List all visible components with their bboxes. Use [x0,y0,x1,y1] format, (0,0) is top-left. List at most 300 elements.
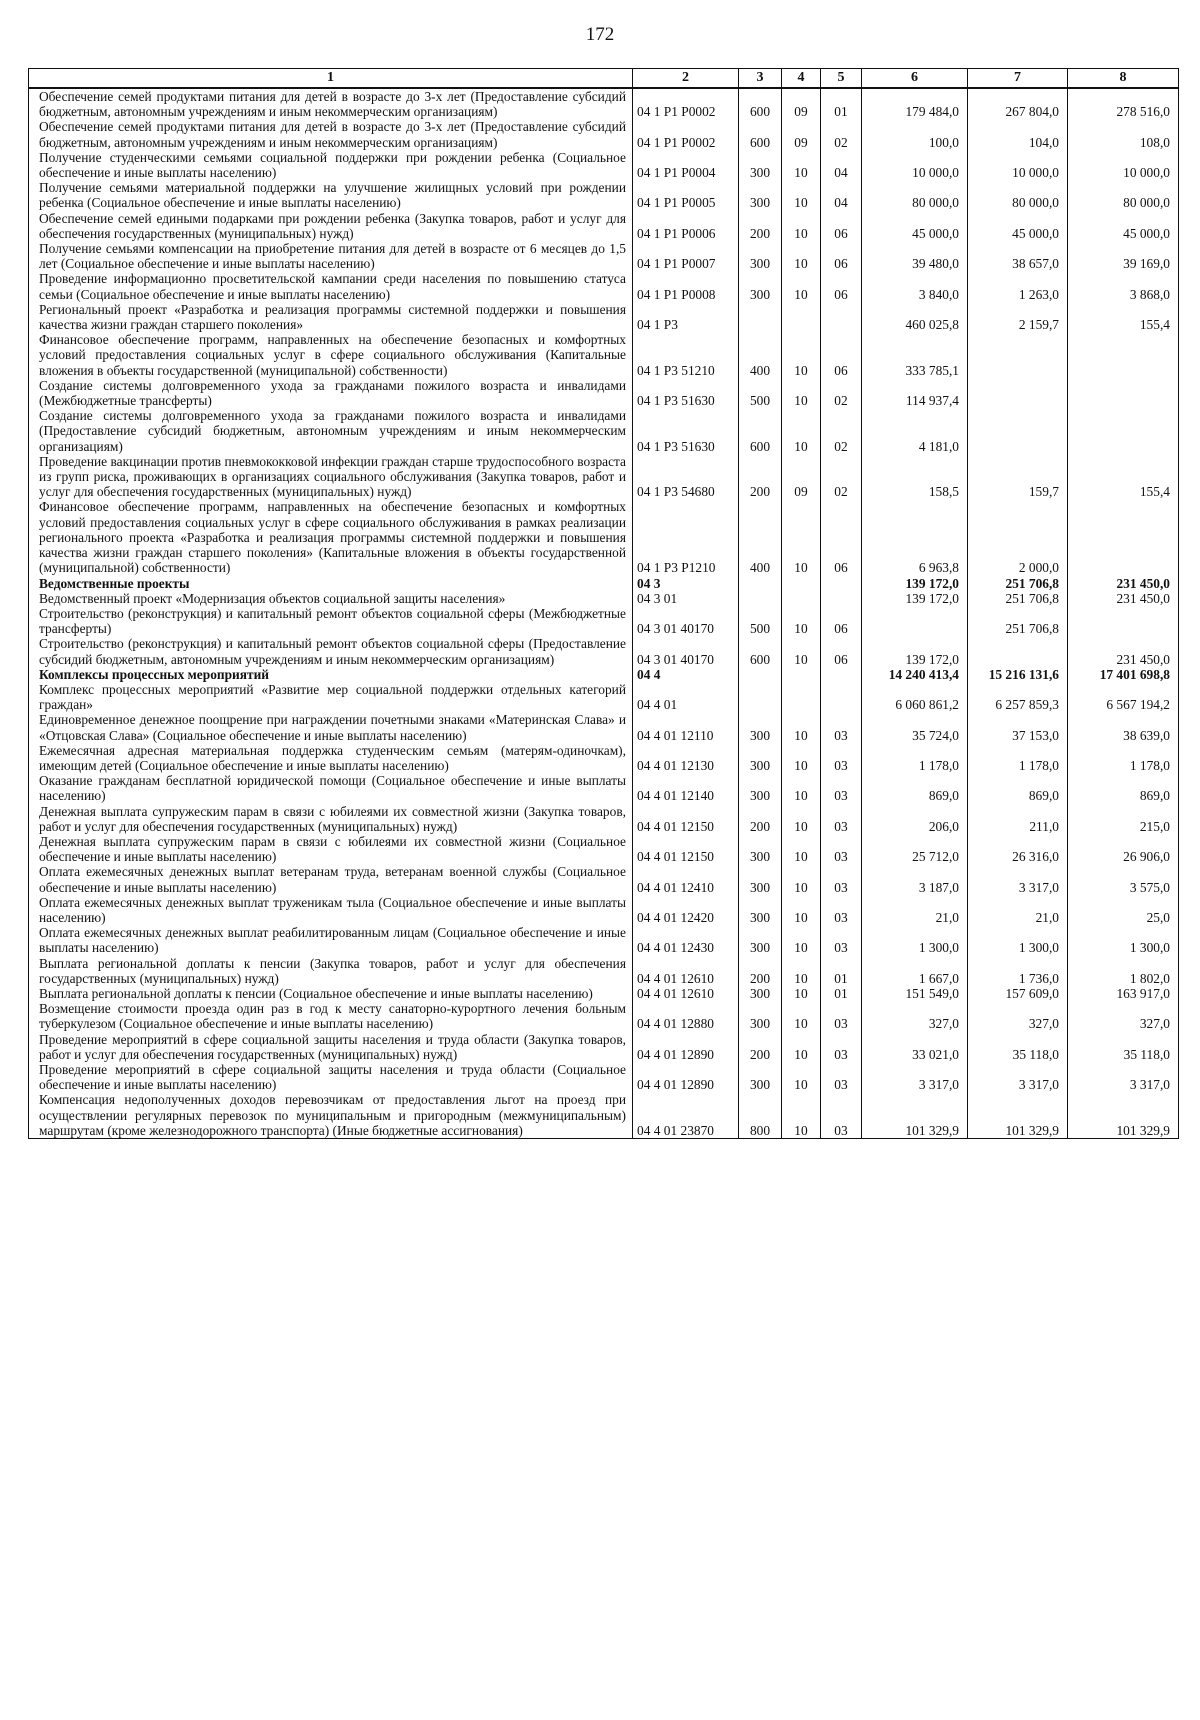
row-subsection-cell: 03 [821,864,862,894]
row-amount-col8-cell: 3 868,0 [1068,271,1179,301]
row-code-cell: 04 3 01 40170 [633,606,739,636]
row-subsection-cell: 06 [821,332,862,378]
row-name-cell: Получение семьями материальной поддержки на улучшение жилищных условий при рождении ребенка (Социальное обеспечение и иные выплаты населению) [29,180,633,210]
row-expense-type-cell [739,667,782,682]
row-expense-type-cell: 500 [739,606,782,636]
row-name-cell: Проведение мероприятий в сфере социальной защиты населения и труда области (Социальное обеспечение и иные выплаты населению) [29,1062,633,1092]
row-code-cell: 04 1 Р3 51210 [633,332,739,378]
row-expense-type-cell [739,682,782,712]
row-code-cell: 04 4 01 23870 [633,1092,739,1138]
column-header: 6 [862,69,968,89]
row-amount-col6-cell: 21,0 [862,895,968,925]
row-amount-col6-cell: 1 300,0 [862,925,968,955]
row-amount-col7-cell [968,378,1068,408]
row-name-cell: Возмещение стоимости проезда один раз в год к месту санаторно-курортного лечения больным туберкулезом (Социальное обеспечение и иные выплаты населению) [29,1001,633,1031]
row-code-cell: 04 3 01 [633,591,739,606]
row-name-cell: Обеспечение семей продуктами питания для детей в возрасте до 3-х лет (Предоставление субсидий бюджетным, автономным учреждениям и иным некоммерческим организациям) [29,119,633,149]
row-expense-type-cell: 200 [739,1032,782,1062]
row-subsection-cell: 03 [821,1001,862,1031]
row-section-cell [782,576,821,591]
column-header: 8 [1068,69,1179,89]
row-amount-col6-cell: 179 484,0 [862,88,968,119]
table-row [29,804,1179,834]
row-expense-type-cell: 300 [739,180,782,210]
row-amount-col7-cell: 159,7 [968,454,1068,500]
row-section-cell: 10 [782,925,821,955]
row-expense-type-cell: 300 [739,895,782,925]
row-amount-col6-cell: 4 181,0 [862,408,968,454]
row-code-cell: 04 4 01 12430 [633,925,739,955]
row-expense-type-cell: 200 [739,804,782,834]
row-amount-col6-cell: 10 000,0 [862,150,968,180]
row-subsection-cell: 02 [821,454,862,500]
row-subsection-cell: 03 [821,743,862,773]
row-amount-col6-cell: 869,0 [862,773,968,803]
row-code-cell: 04 1 Р3 51630 [633,408,739,454]
row-expense-type-cell: 400 [739,332,782,378]
row-code-cell: 04 1 Р3 [633,302,739,332]
row-name-cell: Денежная выплата супружеским парам в связи с юбилеями их совместной жизни (Закупка товаров, работ и услуг для обеспечения государственных (муниципальных) нужд) [29,804,633,834]
row-amount-col8-cell: 869,0 [1068,773,1179,803]
row-amount-col7-cell: 1 300,0 [968,925,1068,955]
row-amount-col8-cell: 80 000,0 [1068,180,1179,210]
row-section-cell: 10 [782,378,821,408]
row-expense-type-cell: 300 [739,1062,782,1092]
row-amount-col7-cell: 15 216 131,6 [968,667,1068,682]
row-section-cell: 10 [782,499,821,575]
table-row [29,88,1179,119]
row-amount-col7-cell: 251 706,8 [968,591,1068,606]
row-name-cell: Получение студенческими семьями социальной поддержки при рождении ребенка (Социальное обеспечение и иные выплаты населению) [29,150,633,180]
row-amount-col7-cell [968,408,1068,454]
row-amount-col8-cell: 155,4 [1068,302,1179,332]
row-amount-col7-cell: 157 609,0 [968,986,1068,1001]
table-row [29,1092,1179,1138]
row-section-cell: 10 [782,1032,821,1062]
row-amount-col7-cell: 267 804,0 [968,88,1068,119]
row-amount-col8-cell [1068,332,1179,378]
row-amount-col8-cell [1068,499,1179,575]
row-code-cell: 04 1 Р1 Р0006 [633,211,739,241]
row-amount-col8-cell: 3 575,0 [1068,864,1179,894]
row-amount-col7-cell [968,636,1068,666]
table-row [29,499,1179,575]
table-row [29,211,1179,241]
row-subsection-cell: 03 [821,804,862,834]
table-row [29,1001,1179,1031]
row-subsection-cell: 06 [821,606,862,636]
row-name-cell: Ведомственный проект «Модернизация объектов социальной защиты населения» [29,591,633,606]
row-name-cell: Создание системы долговременного ухода за гражданами пожилого возраста и инвалидами (Предоставление субсидий бюджетным, автономным учреждениям и иным некоммерческим организациям) [29,408,633,454]
row-section-cell: 10 [782,241,821,271]
row-expense-type-cell: 600 [739,88,782,119]
row-section-cell: 10 [782,408,821,454]
row-name-cell: Строительство (реконструкция) и капитальный ремонт объектов социальной сферы (Межбюджетные трансферты) [29,606,633,636]
row-expense-type-cell: 200 [739,956,782,986]
row-subsection-cell: 03 [821,895,862,925]
row-name-cell: Денежная выплата супружеским парам в связи с юбилеями их совместной жизни (Социальное обеспечение и иные выплаты населению) [29,834,633,864]
row-amount-col8-cell: 38 639,0 [1068,712,1179,742]
row-expense-type-cell: 300 [739,986,782,1001]
table-row [29,682,1179,712]
budget-table [28,68,1179,1139]
row-expense-type-cell: 300 [739,150,782,180]
row-code-cell: 04 1 Р1 Р0008 [633,271,739,301]
page-number: 172 [585,24,615,45]
row-amount-col8-cell: 101 329,9 [1068,1092,1179,1138]
row-code-cell: 04 4 01 12890 [633,1032,739,1062]
row-amount-col8-cell: 231 450,0 [1068,576,1179,591]
row-amount-col7-cell: 251 706,8 [968,576,1068,591]
row-subsection-cell: 03 [821,1092,862,1138]
row-amount-col6-cell: 151 549,0 [862,986,968,1001]
row-amount-col8-cell: 327,0 [1068,1001,1179,1031]
row-code-cell: 04 1 Р1 Р0004 [633,150,739,180]
row-expense-type-cell: 800 [739,1092,782,1138]
row-amount-col8-cell: 1 300,0 [1068,925,1179,955]
row-section-cell: 09 [782,454,821,500]
row-code-cell: 04 4 01 12150 [633,804,739,834]
table-row [29,180,1179,210]
row-expense-type-cell: 600 [739,636,782,666]
row-section-cell: 10 [782,804,821,834]
row-amount-col6-cell: 460 025,8 [862,302,968,332]
row-subsection-cell: 06 [821,271,862,301]
row-expense-type-cell: 200 [739,454,782,500]
row-name-cell: Комплексы процессных мероприятий [29,667,633,682]
table-row [29,119,1179,149]
row-section-cell: 10 [782,895,821,925]
row-amount-col8-cell: 155,4 [1068,454,1179,500]
row-amount-col7-cell: 101 329,9 [968,1092,1068,1138]
row-subsection-cell: 01 [821,986,862,1001]
table-row [29,1032,1179,1062]
row-amount-col6-cell: 14 240 413,4 [862,667,968,682]
row-subsection-cell: 01 [821,88,862,119]
row-expense-type-cell [739,302,782,332]
row-subsection-cell: 03 [821,834,862,864]
row-amount-col6-cell: 139 172,0 [862,636,968,666]
row-name-cell: Ведомственные проекты [29,576,633,591]
row-subsection-cell: 06 [821,499,862,575]
row-subsection-cell: 01 [821,956,862,986]
row-name-cell: Проведение мероприятий в сфере социальной защиты населения и труда области (Закупка товаров, работ и услуг для обеспечения государственных (муниципальных) нужд) [29,1032,633,1062]
table-row [29,864,1179,894]
row-name-cell: Ежемесячная адресная материальная поддержка студенческим семьям (матерям-одиночкам), имеющим детей (Социальное обеспечение и иные выплаты населению) [29,743,633,773]
row-section-cell: 10 [782,986,821,1001]
table-row [29,378,1179,408]
row-amount-col6-cell: 114 937,4 [862,378,968,408]
row-amount-col8-cell: 163 917,0 [1068,986,1179,1001]
row-section-cell: 10 [782,636,821,666]
row-expense-type-cell: 400 [739,499,782,575]
row-amount-col7-cell: 1 263,0 [968,271,1068,301]
row-name-cell: Оказание гражданам бесплатной юридической помощи (Социальное обеспечение и иные выплаты населению) [29,773,633,803]
row-expense-type-cell: 300 [739,712,782,742]
row-section-cell: 10 [782,332,821,378]
row-code-cell: 04 4 01 12880 [633,1001,739,1031]
row-code-cell: 04 1 Р1 Р0007 [633,241,739,271]
row-amount-col7-cell: 2 159,7 [968,302,1068,332]
row-amount-col8-cell: 45 000,0 [1068,211,1179,241]
row-expense-type-cell: 600 [739,119,782,149]
row-amount-col7-cell: 2 000,0 [968,499,1068,575]
row-code-cell: 04 4 01 12610 [633,986,739,1001]
row-amount-col6-cell: 101 329,9 [862,1092,968,1138]
row-amount-col7-cell: 3 317,0 [968,1062,1068,1092]
row-amount-col8-cell: 35 118,0 [1068,1032,1179,1062]
table-row [29,956,1179,986]
row-amount-col6-cell: 6 060 861,2 [862,682,968,712]
row-code-cell: 04 1 Р1 Р0002 [633,88,739,119]
row-amount-col7-cell: 211,0 [968,804,1068,834]
row-amount-col6-cell: 39 480,0 [862,241,968,271]
row-code-cell: 04 4 01 12110 [633,712,739,742]
row-amount-col8-cell [1068,408,1179,454]
row-code-cell: 04 3 01 40170 [633,636,739,666]
row-name-cell: Строительство (реконструкция) и капитальный ремонт объектов социальной сферы (Предоставление субсидий бюджетным, автономным учреждениям и иным некоммерческим организациям) [29,636,633,666]
row-expense-type-cell: 300 [739,925,782,955]
row-amount-col7-cell: 869,0 [968,773,1068,803]
row-amount-col6-cell: 3 187,0 [862,864,968,894]
row-amount-col7-cell: 327,0 [968,1001,1068,1031]
table-row [29,895,1179,925]
row-amount-col8-cell: 3 317,0 [1068,1062,1179,1092]
row-code-cell: 04 1 Р3 54680 [633,454,739,500]
row-amount-col8-cell: 17 401 698,8 [1068,667,1179,682]
row-subsection-cell [821,576,862,591]
column-header: 1 [29,69,633,89]
row-name-cell: Создание системы долговременного ухода за гражданами пожилого возраста и инвалидами (Межбюджетные трансферты) [29,378,633,408]
row-section-cell: 09 [782,119,821,149]
table-row [29,271,1179,301]
row-amount-col6-cell: 45 000,0 [862,211,968,241]
table-row [29,834,1179,864]
table-row [29,1062,1179,1092]
row-amount-col6-cell: 33 021,0 [862,1032,968,1062]
column-header: 3 [739,69,782,89]
row-subsection-cell: 02 [821,408,862,454]
row-amount-col7-cell: 21,0 [968,895,1068,925]
row-code-cell: 04 4 01 12150 [633,834,739,864]
row-name-cell: Проведение вакцинации против пневмококковой инфекции граждан старше трудоспособного возраста из групп риска, проживающих в организациях социального обслуживания (Закупка товаров, работ и услуг для обеспечения государственных (муниципальных) нужд) [29,454,633,500]
row-subsection-cell: 04 [821,150,862,180]
row-amount-col6-cell [862,606,968,636]
row-section-cell: 10 [782,834,821,864]
row-name-cell: Выплата региональной доплаты к пенсии (Социальное обеспечение и иные выплаты населению) [29,986,633,1001]
row-amount-col7-cell [968,332,1068,378]
row-expense-type-cell: 300 [739,271,782,301]
row-amount-col8-cell: 39 169,0 [1068,241,1179,271]
row-subsection-cell [821,302,862,332]
row-name-cell: Выплата региональной доплаты к пенсии (Закупка товаров, работ и услуг для обеспечения государственных (муниципальных) нужд) [29,956,633,986]
row-subsection-cell: 06 [821,636,862,666]
row-name-cell: Единовременное денежное поощрение при награждении почетными знаками «Материнская Слава» и «Отцовская Слава» (Социальное обеспечение и иные выплаты населению) [29,712,633,742]
row-amount-col6-cell: 1 178,0 [862,743,968,773]
row-name-cell: Проведение информационно просветительской кампании среди населения по повышению статуса семьи (Социальное обеспечение и иные выплаты населению) [29,271,633,301]
row-code-cell: 04 3 [633,576,739,591]
row-amount-col8-cell: 231 450,0 [1068,636,1179,666]
row-expense-type-cell: 300 [739,834,782,864]
table-row [29,302,1179,332]
row-amount-col6-cell: 1 667,0 [862,956,968,986]
row-section-cell: 10 [782,743,821,773]
row-name-cell: Обеспечение семей продуктами питания для детей в возрасте до 3-х лет (Предоставление субсидий бюджетным, автономным учреждениям и иным некоммерческим организациям) [29,88,633,119]
row-subsection-cell: 03 [821,925,862,955]
row-section-cell: 10 [782,271,821,301]
row-amount-col7-cell: 26 316,0 [968,834,1068,864]
row-section-cell [782,682,821,712]
row-expense-type-cell: 300 [739,1001,782,1031]
row-subsection-cell: 03 [821,773,862,803]
row-subsection-cell [821,667,862,682]
table-row [29,150,1179,180]
row-subsection-cell: 04 [821,180,862,210]
row-amount-col7-cell: 251 706,8 [968,606,1068,636]
row-name-cell: Обеспечение семей едиными подарками при рождении ребенка (Закупка товаров, работ и услуг для обеспечения государственных (муниципальных) нужд) [29,211,633,241]
row-amount-col8-cell: 278 516,0 [1068,88,1179,119]
row-amount-col7-cell: 6 257 859,3 [968,682,1068,712]
row-amount-col8-cell: 231 450,0 [1068,591,1179,606]
row-subsection-cell: 03 [821,1032,862,1062]
column-header: 7 [968,69,1068,89]
row-amount-col6-cell: 100,0 [862,119,968,149]
row-subsection-cell: 06 [821,241,862,271]
row-expense-type-cell [739,591,782,606]
row-section-cell: 09 [782,88,821,119]
table-row [29,606,1179,636]
row-code-cell: 04 1 Р3 Р1210 [633,499,739,575]
row-code-cell: 04 1 Р1 Р0005 [633,180,739,210]
row-expense-type-cell: 300 [739,241,782,271]
row-name-cell: Оплата ежемесячных денежных выплат реабилитированным лицам (Социальное обеспечение и иные выплаты населению) [29,925,633,955]
row-code-cell: 04 4 01 12410 [633,864,739,894]
row-amount-col8-cell: 26 906,0 [1068,834,1179,864]
row-name-cell: Оплата ежемесячных денежных выплат ветеранам труда, ветеранам военной службы (Социальное обеспечение и иные выплаты населению) [29,864,633,894]
row-amount-col8-cell: 108,0 [1068,119,1179,149]
row-expense-type-cell [739,576,782,591]
row-code-cell: 04 4 01 [633,682,739,712]
row-section-cell: 10 [782,864,821,894]
row-amount-col7-cell: 80 000,0 [968,180,1068,210]
row-amount-col8-cell [1068,606,1179,636]
row-code-cell: 04 4 01 12140 [633,773,739,803]
table-row [29,241,1179,271]
table-body [29,88,1179,1139]
row-amount-col6-cell: 80 000,0 [862,180,968,210]
header-row [29,69,1179,89]
row-name-cell: Финансовое обеспечение программ, направленных на обеспечение безопасных и комфортных условий предоставления социальных услуг в сфере социального обслуживания (Капитальные вложения в объекты государственной (муниципальной) собственности) [29,332,633,378]
row-amount-col6-cell: 206,0 [862,804,968,834]
table-row [29,454,1179,500]
row-subsection-cell: 06 [821,211,862,241]
row-amount-col8-cell: 1 802,0 [1068,956,1179,986]
row-expense-type-cell: 300 [739,743,782,773]
row-subsection-cell: 02 [821,378,862,408]
row-expense-type-cell: 600 [739,408,782,454]
table-row [29,925,1179,955]
row-section-cell: 10 [782,211,821,241]
row-section-cell: 10 [782,606,821,636]
row-subsection-cell: 02 [821,119,862,149]
row-subsection-cell [821,682,862,712]
row-name-cell: Оплата ежемесячных денежных выплат труженикам тыла (Социальное обеспечение и иные выплаты населению) [29,895,633,925]
row-section-cell: 10 [782,150,821,180]
row-amount-col8-cell: 1 178,0 [1068,743,1179,773]
column-header: 4 [782,69,821,89]
row-code-cell: 04 4 [633,667,739,682]
table-row [29,773,1179,803]
row-amount-col7-cell: 3 317,0 [968,864,1068,894]
row-code-cell: 04 1 Р3 51630 [633,378,739,408]
row-amount-col6-cell: 158,5 [862,454,968,500]
row-expense-type-cell: 500 [739,378,782,408]
table-row [29,591,1179,606]
row-amount-col7-cell: 38 657,0 [968,241,1068,271]
column-header: 5 [821,69,862,89]
row-expense-type-cell: 300 [739,773,782,803]
row-section-cell [782,302,821,332]
row-amount-col8-cell: 10 000,0 [1068,150,1179,180]
row-section-cell: 10 [782,773,821,803]
row-amount-col7-cell: 104,0 [968,119,1068,149]
table-row [29,712,1179,742]
table-row [29,332,1179,378]
row-amount-col6-cell: 6 963,8 [862,499,968,575]
row-amount-col6-cell: 327,0 [862,1001,968,1031]
row-amount-col7-cell: 37 153,0 [968,712,1068,742]
row-amount-col7-cell: 45 000,0 [968,211,1068,241]
row-subsection-cell [821,591,862,606]
row-amount-col7-cell: 1 178,0 [968,743,1068,773]
row-amount-col6-cell: 3 840,0 [862,271,968,301]
row-amount-col6-cell: 139 172,0 [862,591,968,606]
row-amount-col8-cell: 6 567 194,2 [1068,682,1179,712]
row-section-cell: 10 [782,1062,821,1092]
row-subsection-cell: 03 [821,712,862,742]
row-name-cell: Компенсация недополученных доходов перевозчикам от предоставления льгот на проезд при осуществлении регулярных перевозок по муниципальным и пригородным (межмуниципальным) маршрутам (кроме железнодорожного транспорта) (Иные бюджетные ассигнования) [29,1092,633,1138]
row-subsection-cell: 03 [821,1062,862,1092]
table-row [29,408,1179,454]
row-section-cell: 10 [782,956,821,986]
row-name-cell: Региональный проект «Разработка и реализация программы системной поддержки и повышения качества жизни граждан старшего поколения» [29,302,633,332]
column-header: 2 [633,69,739,89]
row-name-cell: Комплекс процессных мероприятий «Развитие мер социальной поддержки отдельных категорий граждан» [29,682,633,712]
row-name-cell: Получение семьями компенсации на приобретение питания для детей в возрасте от 6 месяцев до 1,5 лет (Социальное обеспечение и иные выплаты населению) [29,241,633,271]
table-row [29,636,1179,666]
row-amount-col6-cell: 25 712,0 [862,834,968,864]
row-section-cell [782,591,821,606]
row-amount-col6-cell: 3 317,0 [862,1062,968,1092]
row-code-cell: 04 4 01 12890 [633,1062,739,1092]
row-expense-type-cell: 200 [739,211,782,241]
row-section-cell: 10 [782,1001,821,1031]
row-amount-col8-cell: 215,0 [1068,804,1179,834]
row-section-cell: 10 [782,712,821,742]
table-row [29,576,1179,591]
row-code-cell: 04 4 01 12420 [633,895,739,925]
row-code-cell: 04 1 Р1 Р0002 [633,119,739,149]
row-amount-col6-cell: 35 724,0 [862,712,968,742]
row-section-cell: 10 [782,1092,821,1138]
row-code-cell: 04 4 01 12130 [633,743,739,773]
row-amount-col6-cell: 139 172,0 [862,576,968,591]
row-section-cell: 10 [782,180,821,210]
table-row [29,667,1179,682]
row-amount-col7-cell: 35 118,0 [968,1032,1068,1062]
row-section-cell [782,667,821,682]
row-amount-col8-cell: 25,0 [1068,895,1179,925]
